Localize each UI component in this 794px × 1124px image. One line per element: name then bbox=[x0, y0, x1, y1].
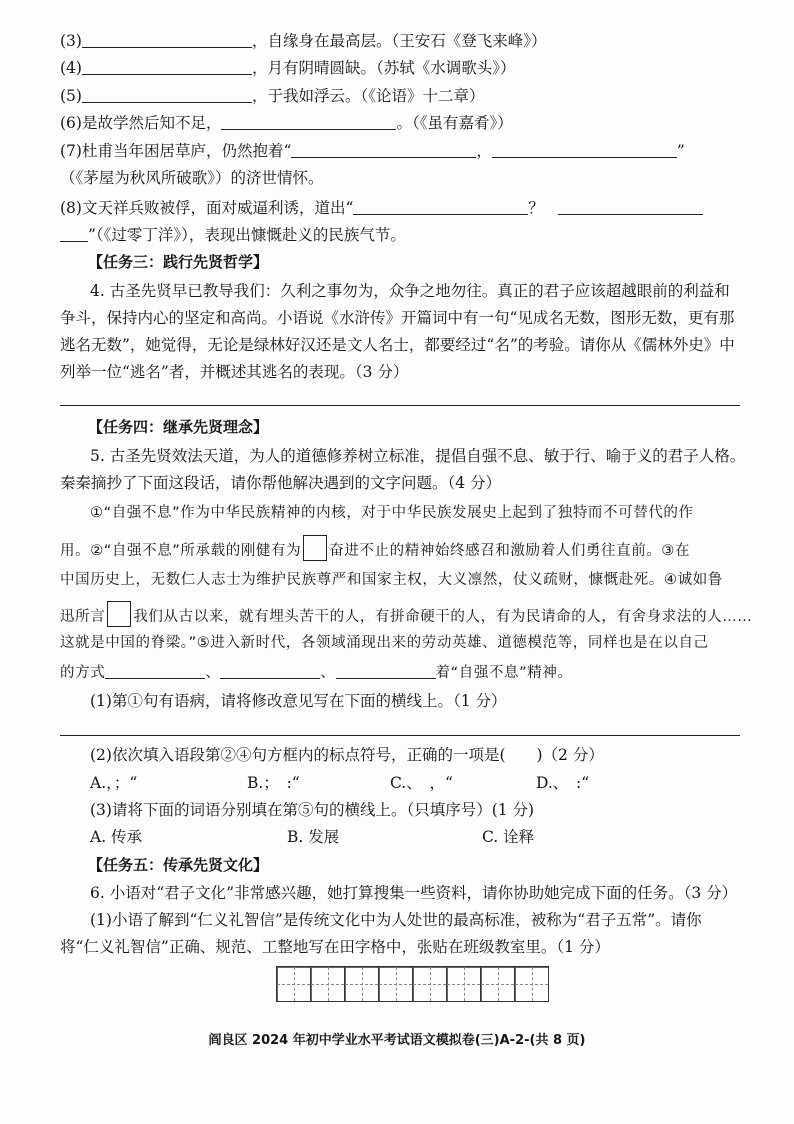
q4-answer-line[interactable] bbox=[60, 405, 740, 406]
task3-title: 【任务三：践行先贤哲学】 bbox=[88, 253, 269, 271]
poem-text: ，于我如浮云。（《论语》十二章） bbox=[251, 87, 485, 105]
poem-text: ？ bbox=[528, 199, 544, 217]
poem-text: 。（《虽有嘉肴》） bbox=[396, 114, 513, 132]
q5-sub2-option-d[interactable]: D.、 :“ bbox=[536, 774, 590, 792]
grid-cell[interactable] bbox=[378, 966, 413, 1002]
q4-line-3: 逃名无数”，她觉得，无论是绿林好汉还是文人名士，都要经过“名”的考验。请你从《儒林外史》中 bbox=[60, 336, 735, 354]
poem-line-8 bbox=[60, 197, 740, 219]
poem-text: (8)文天祥兵败被俘，面对威逼利诱，道出“ bbox=[60, 199, 354, 217]
poem-text: ， bbox=[476, 142, 492, 160]
poem-line-5 bbox=[60, 85, 740, 107]
passage-text: 的方式 bbox=[60, 665, 106, 681]
answer-blank[interactable] bbox=[558, 198, 703, 215]
passage-line-4 bbox=[60, 601, 753, 628]
tianzige-grid bbox=[277, 966, 549, 1002]
grid-cell[interactable] bbox=[480, 966, 515, 1002]
passage-text: 、 bbox=[205, 665, 221, 681]
passage-line-1: ①“自强不息”作为中华民族精神的内核，对于中华民族发展史上起到了独特而不可替代的作 bbox=[90, 505, 694, 521]
grid-cell[interactable] bbox=[446, 966, 481, 1002]
q4-line-4: 列举一位“逃名”者，并概述其逃名的表现。（3 分） bbox=[60, 363, 409, 381]
punctuation-box-4[interactable] bbox=[107, 601, 131, 627]
q5-sub2-option-b[interactable]: B.； :“ bbox=[247, 774, 300, 792]
passage-text: 、 bbox=[320, 665, 336, 681]
answer-blank[interactable] bbox=[60, 225, 88, 242]
passage-text: 奋进不止的精神始终感召和激励着人们勇往直前。③在 bbox=[329, 543, 691, 559]
passage-line-2 bbox=[60, 535, 740, 562]
poem-text: ，月有阴晴圆缺。（苏轼《水调歌头》） bbox=[251, 59, 516, 77]
page-footer: 阎良区 2024 年初中学业水平考试语文模拟卷(三)A-2-(共 8 页) bbox=[208, 1033, 586, 1048]
grid-cell[interactable] bbox=[344, 966, 379, 1002]
item-number: (3) bbox=[60, 32, 82, 50]
q5-sub2-option-a[interactable]: A.，；“ bbox=[90, 774, 138, 792]
q5-sub1-answer-line[interactable] bbox=[60, 735, 740, 736]
answer-blank[interactable] bbox=[82, 58, 252, 75]
q5-sub1: (1)第①句有语病，请将修改意见写在下面的横线上。（1 分） bbox=[90, 692, 507, 710]
poem-line-6 bbox=[60, 112, 740, 134]
poem-line-8b bbox=[60, 224, 740, 246]
q6-line: 6. 小语对“君子文化”非常感兴趣，她打算搜集一些资料，请你协助她完成下面的任务。（3 分） bbox=[90, 884, 738, 902]
q5-line-2: 秦秦摘抄了下面这段话，请你帮他解决遇到的文字问题。（4 分） bbox=[60, 474, 502, 492]
q4-line-2: 争斗，保持内心的坚定和高尚。小语说《水浒传》开篇词中有一句“见成名无数，图形无数，更有那 bbox=[60, 309, 735, 327]
answer-blank[interactable] bbox=[105, 662, 205, 679]
grid-cell[interactable] bbox=[276, 966, 311, 1002]
grid-cell[interactable] bbox=[514, 966, 549, 1002]
q5-sub2: (2)依次填入语段第②④句方框内的标点符号，正确的一项是( )（2 分） bbox=[90, 746, 604, 764]
poem-text: ” bbox=[676, 142, 685, 160]
answer-blank[interactable] bbox=[353, 198, 528, 215]
answer-blank[interactable] bbox=[221, 113, 396, 130]
item-number: (4) bbox=[60, 59, 82, 77]
punctuation-box-2[interactable] bbox=[303, 535, 327, 561]
grid-cell[interactable] bbox=[412, 966, 447, 1002]
passage-text: 迅所言 bbox=[60, 609, 106, 625]
passage-line-3: 中国历史上，无数仁人志士为维护民族尊严和国家主权，大义凛然，仗义疏财，慷慨赴死。④诚如鲁 bbox=[60, 572, 723, 588]
answer-blank[interactable] bbox=[82, 31, 252, 48]
q5-line-1: 5. 古圣先贤效法天道，为人的道德修养树立标准，提倡自强不息、敏于行、喻于义的君子人格。 bbox=[90, 447, 746, 465]
grid-cell[interactable] bbox=[310, 966, 345, 1002]
passage-text: 着“自强不息”精神。 bbox=[435, 665, 573, 681]
poem-line-7b bbox=[60, 167, 740, 189]
q5-sub2-option-c[interactable]: C.、 ，“ bbox=[390, 774, 453, 792]
passage-text: 我们从古以来，就有埋头苦干的人，有拼命硬干的人，有为民请命的人，有舍身求法的人…… bbox=[133, 609, 753, 625]
q4-line-1: 4. 古圣先贤早已教导我们：久利之事勿为，众争之地勿往。真正的君子应该超越眼前的利益和 bbox=[90, 282, 730, 300]
poem-text: （《茅屋为秋风所破歌》）的济世情怀。 bbox=[60, 169, 324, 187]
answer-blank[interactable] bbox=[220, 662, 320, 679]
poem-text: ，自缘身在最高层。（王安石《登飞来峰》） bbox=[251, 32, 547, 50]
poem-text: (7)杜甫当年困居草庐，仍然抱着“ bbox=[60, 142, 292, 160]
answer-blank[interactable] bbox=[82, 86, 252, 103]
poem-line-4 bbox=[60, 57, 740, 79]
q5-sub3-option-a: A. 传承 bbox=[90, 828, 143, 846]
passage-line-5: 这就是中国的脊梁。”⑤进入新时代，各领域涌现出来的劳动英雄、道德模范等，同样也是在以自己 bbox=[60, 635, 709, 651]
poem-text: (6)是故学然后知不足， bbox=[60, 114, 222, 132]
answer-blank[interactable] bbox=[492, 141, 677, 158]
answer-blank[interactable] bbox=[336, 662, 436, 679]
q5-sub3-option-b: B. 发展 bbox=[287, 828, 340, 846]
passage-text: 用。②“自强不息”所承载的刚健有为 bbox=[60, 543, 302, 559]
poem-line-3 bbox=[60, 30, 740, 52]
passage-line-6 bbox=[60, 662, 740, 684]
answer-blank[interactable] bbox=[291, 141, 476, 158]
q6-sub1-line-2: 将“仁义礼智信”正确、规范、工整地写在田字格中，张贴在班级教室里。（1 分） bbox=[60, 938, 610, 956]
item-number: (5) bbox=[60, 87, 82, 105]
task5-title: 【任务五：传承先贤文化】 bbox=[88, 856, 269, 874]
poem-line-7 bbox=[60, 140, 740, 162]
q5-sub3-option-c: C. 诠释 bbox=[482, 828, 535, 846]
q6-sub1-line-1: (1)小语了解到“仁义礼智信”是传统文化中为人处世的最高标准，被称为“君子五常”。请你 bbox=[90, 911, 702, 929]
q5-sub3: (3)请将下面的词语分别填在第⑤句的横线上。（只填序号）(1 分) bbox=[90, 801, 535, 819]
task4-title: 【任务四：继承先贤理念】 bbox=[88, 418, 269, 436]
poem-text: ”（《过零丁洋》），表现出慷慨赴义的民族气节。 bbox=[88, 226, 406, 244]
